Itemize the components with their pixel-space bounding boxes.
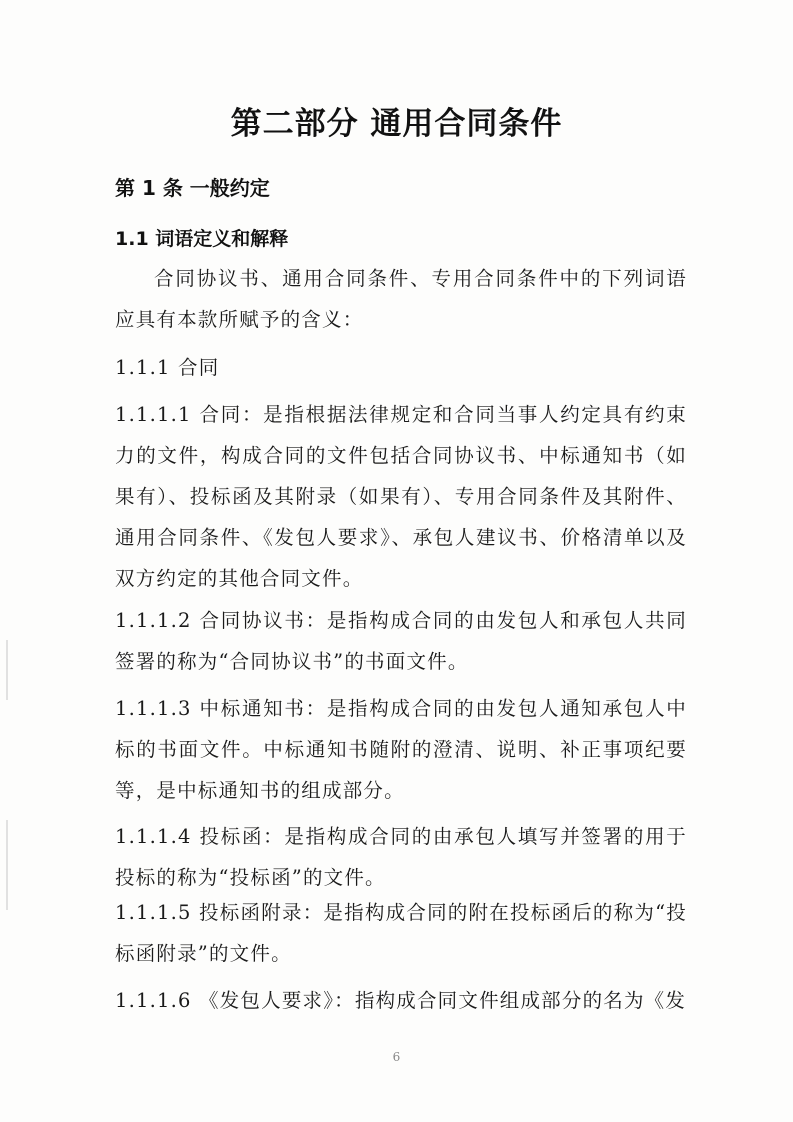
page-number: 6: [392, 1050, 401, 1064]
paragraph-intro: 合同协议书、通用合同条件、专用合同条件中的下列词语应具有本款所赋予的含义：: [115, 267, 687, 331]
clause-1-1-1-1: 1.1.1.1 合同：是指根据法律规定和合同当事人约定具有约束力的文件，构成合同的文件包括合同协议书、中标通知书（如果有）、投标函及其附录（如果有）、专用合同条件及其附件、通用合同条件、《发包人要求》、承包人建议书、价格清单以及双方约定的其他合同文件。: [115, 403, 687, 590]
page-title: 第二部分 通用合同条件: [230, 106, 563, 142]
scan-artifact: [6, 640, 8, 700]
clause-1-1-1-5: 1.1.1.5 投标函附录：是指构成合同的附在投标函后的称为“投标函附录”的文件。: [115, 901, 687, 965]
clause-1-1-1-2: 1.1.1.2 合同协议书：是指构成合同的由发包人和承包人共同签署的称为“合同协议书”的书面文件。: [115, 609, 687, 673]
article-heading: 第 1 条 一般约定: [115, 176, 270, 200]
clause-1-1-1-6: 1.1.1.6 《发包人要求》：指构成合同文件组成部分的名为《发: [115, 989, 687, 1012]
section-heading: 1.1 词语定义和解释: [115, 228, 289, 250]
clause-1-1-1: 1.1.1 合同: [115, 356, 220, 379]
scan-artifact: [6, 820, 8, 910]
clause-1-1-1-4: 1.1.1.4 投标函：是指构成合同的由承包人填写并签署的用于投标的称为“投标函”的文件。: [115, 825, 687, 889]
clause-1-1-1-3: 1.1.1.3 中标通知书：是指构成合同的由发包人通知承包人中标的书面文件。中标通知书随附的澄清、说明、补正事项纪要等，是中标通知书的组成部分。: [115, 697, 687, 802]
